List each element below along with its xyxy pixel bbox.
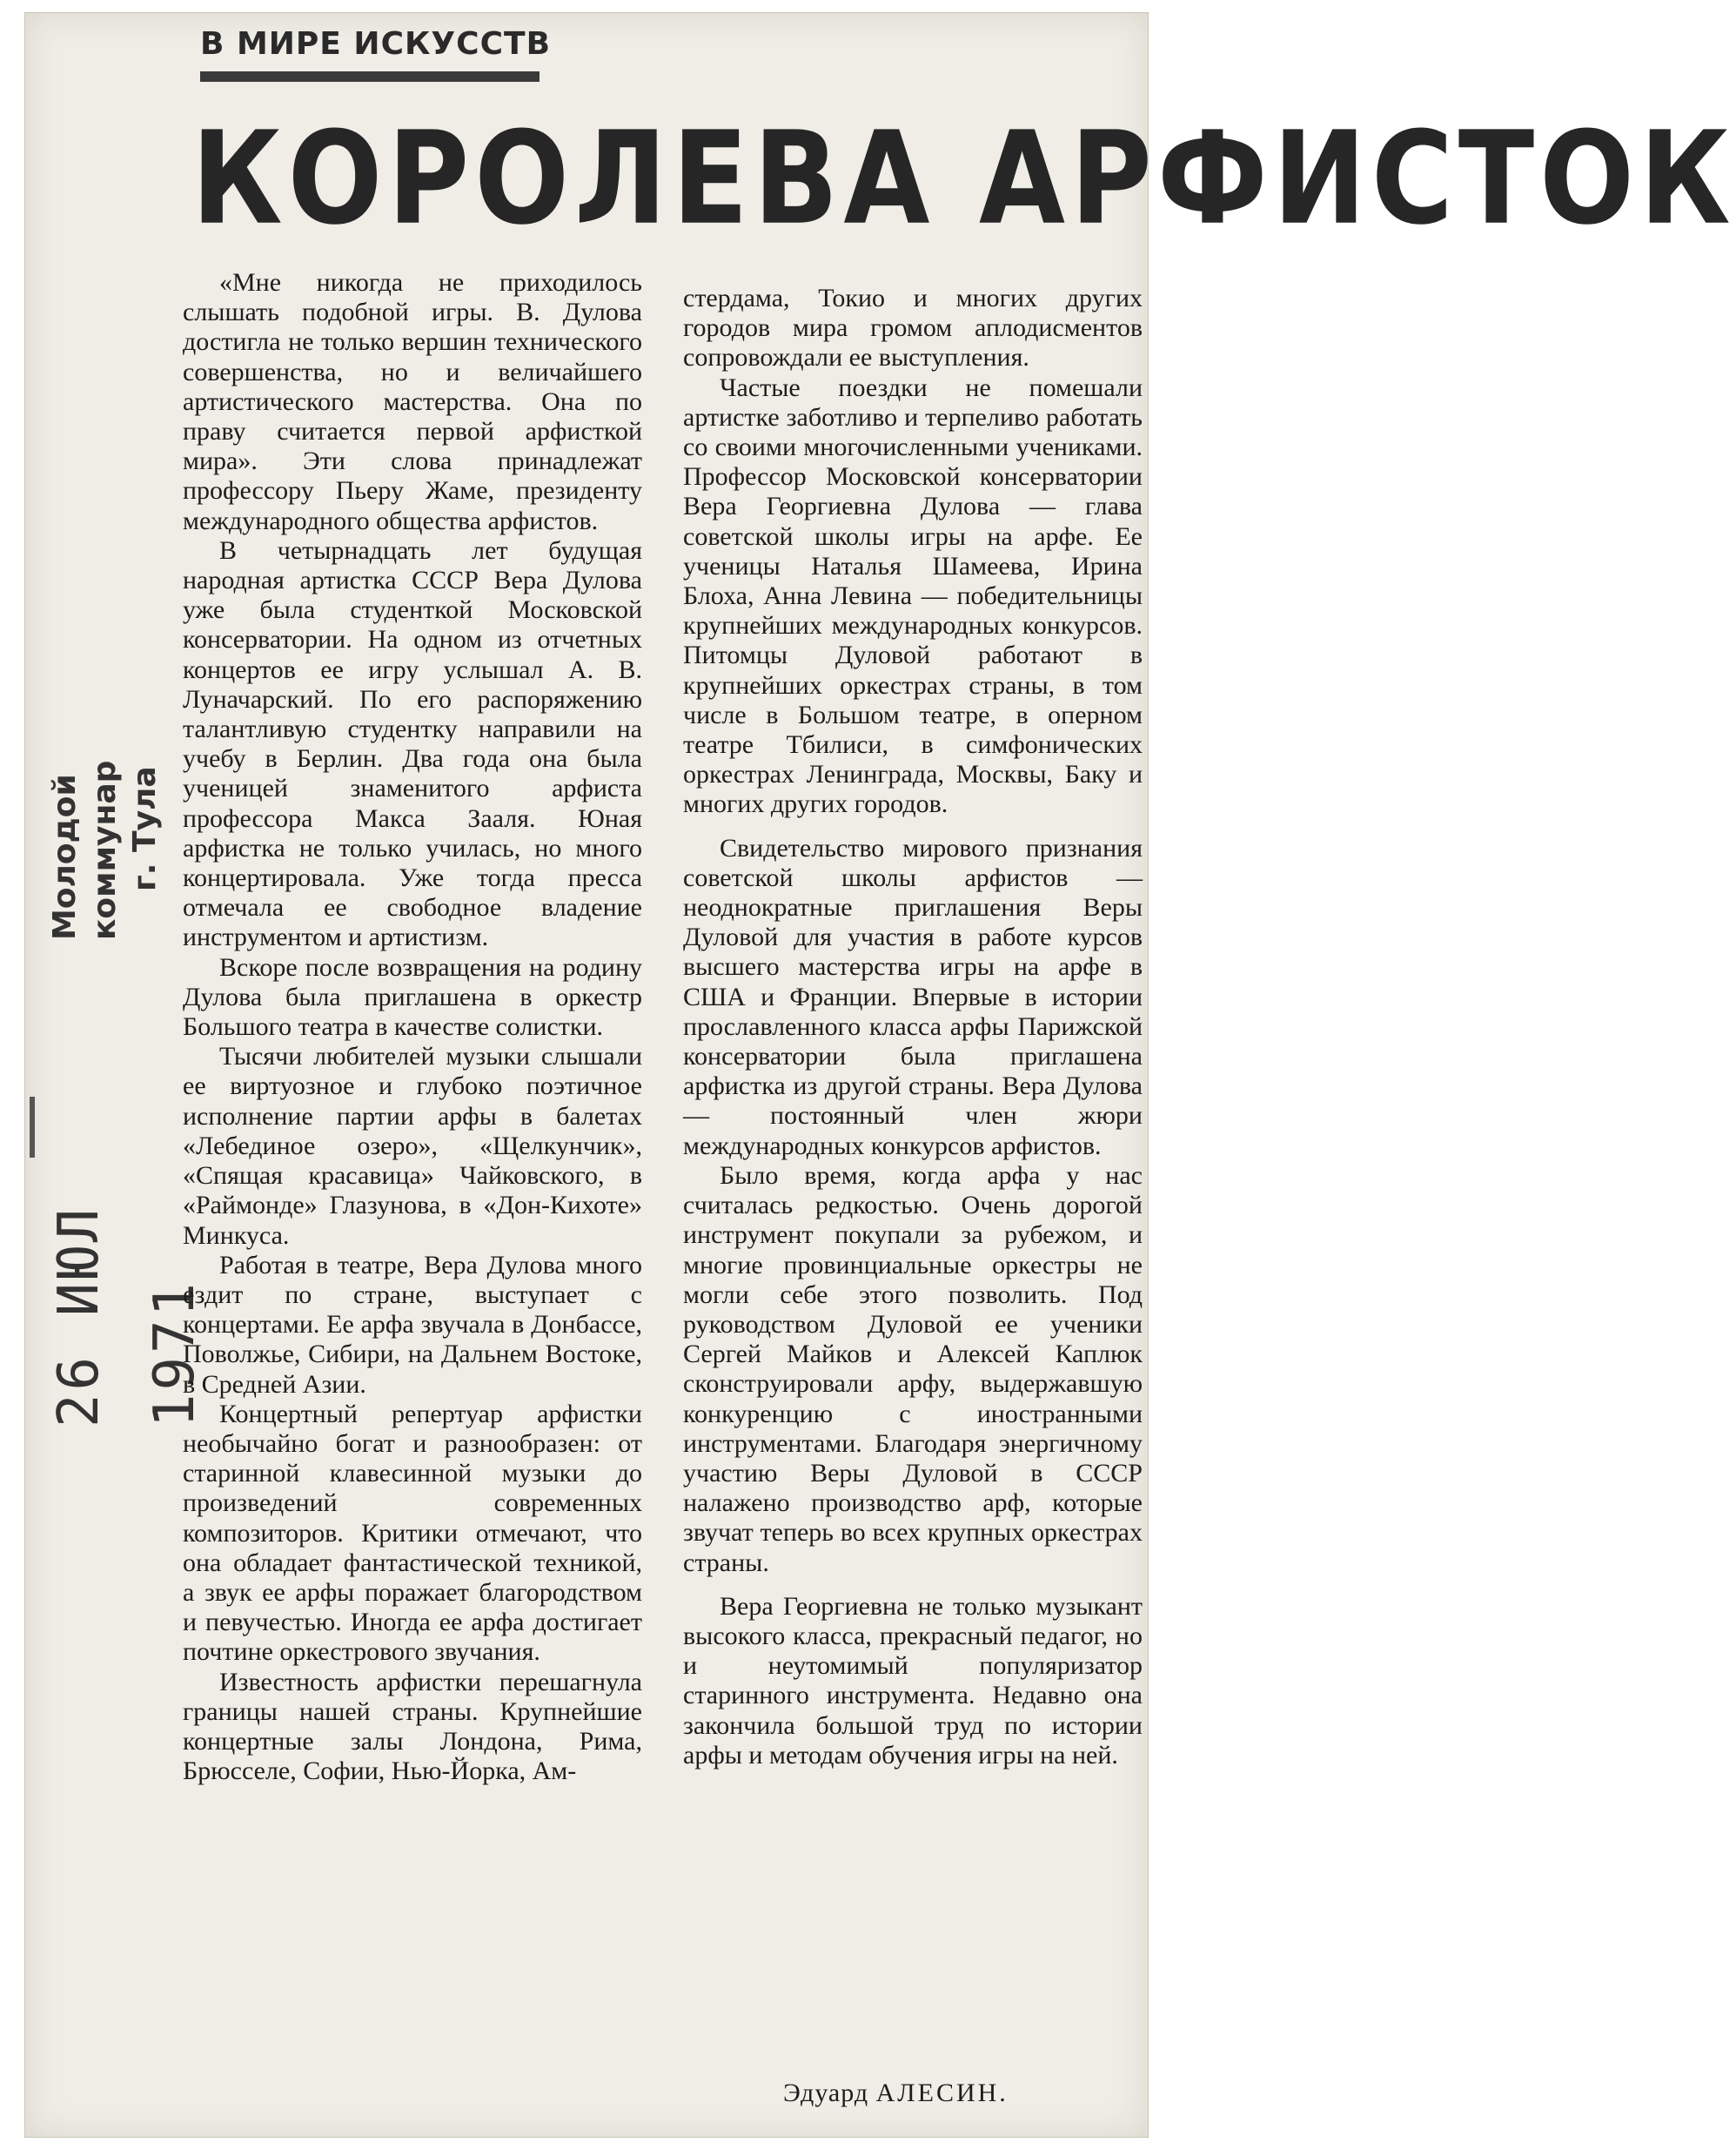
article-headline: КОРОЛЕВА АРФИСТОК — [191, 104, 1736, 254]
author-surname: АЛЕСИН. — [875, 2079, 1009, 2107]
paragraph: стердама, Токио и многих других городов мира громом аплодисментов сопровождали ее выступления. — [683, 284, 1143, 373]
paragraph: Тысячи любителей музыки слышали ее виртуозное и глубоко поэтичное исполнение партии арфы в балетах «Лебединое озеро», «Щелкунчик», «Спящая красавица» Чайковского, в «Раймонде» Глазунова, в «Дон-Кихоте» Минкуса. — [183, 1042, 642, 1250]
paragraph: Работая в театре, Вера Дулова много ездит по стране, выступает с концертами. Ее арфа звучала в Донбассе, Поволжье, Сибири, на Дальнем Востоке, в Средней Азии. — [183, 1250, 642, 1399]
paragraph: Частые поездки не помешали артистке заботливо и терпеливо работать со своими многочисленными учениками. Профессор Московской консерватории Вера Георгиевна Дулова — глава советской школы игры на арфе. Ее ученицы Наталья Шамеева, Ирина Блоха, Анна Левина — победительницы крупнейших международных конкурсов. Питомцы Дуловой работают в крупнейших оркестрах страны, в том числе в Большом театре, в оперном театре Тбилиси, в симфонических оркестрах Ленинграда, Москвы, Баку и многих других городов. — [683, 373, 1143, 819]
paragraph: «Мне никогда не приходилось слышать подобной игры. В. Дулова достигла не только вершин технического совершенства, но и величайшего артистического мастерства. Она по праву считается первой арфисткой мира». Эти слова принадлежат профессору Пьеру Жаме, президенту международного общества арфистов. — [183, 268, 642, 535]
date-stamp: 26 ИЮЛ 1971 — [47, 1205, 207, 1427]
newspaper-city: г. Тула — [127, 766, 163, 891]
paragraph: Вскоре после возвращения на родину Дулова была приглашена в оркестр Большого театра в качестве солистки. — [183, 952, 642, 1042]
section-rubric: В МИРЕ ИСКУССТВ — [200, 26, 552, 62]
paragraph: Известность арфистки перешагнула границы нашей страны. Крупнейшие концертные залы Лондона, Рима, Брюсселе, Софии, Нью-Йорка, Ам- — [183, 1667, 642, 1786]
article-column-2 — [683, 284, 1143, 1770]
article-author — [783, 2079, 1009, 2108]
paragraph: Вера Георгиевна не только музыкант высокого класса, прекрасный педагог, но и неутомимый популяризатор старинного инструмента. Недавно она закончила большой труд по истории арфы и методам обучения игры на ней. — [683, 1591, 1143, 1770]
paragraph: Было время, когда арфа у нас считалась редкостью. Очень дорогой инструмент покупали за рубежом, и многие провинциальные оркестры не могли себе этого позволить. Под руководством Дуловой ее ученики Сергей Майков и Алексей Каплюк сконструировали арфу, выдержавшую конкуренцию с иностранными инструментами. Благодаря энергичному участию Веры Дуловой в СССР налажено производство арф, которые звучат теперь во всех крупных оркестрах страны. — [683, 1160, 1143, 1577]
newspaper-source — [45, 662, 163, 940]
paragraph: Концертный репертуар арфистки необычайно богат и разнообразен: от старинной клавесинной музыки до произведений современных композиторов. Критики отмечают, что она обладает фантастической техникой, а звук ее арфы поражает благородством и певучестью. Иногда ее арфа достигает почтине оркестрового звучания. — [183, 1399, 642, 1667]
paragraph: В четырнадцать лет будущая народная артистка СССР Вера Дулова уже была студенткой Московской консерватории. На одном из отчетных концертов ее игру услышал А. В. Луначарский. По его распоряжению талантливую студентку направили на учебу в Берлин. Два года она была ученицей знаменитого арфиста профессора Макса Зааля. Юная арфистка не только училась, но много концертировала. Уже тогда пресса отмечала ее свободное владение инструментом и артистизм. — [183, 535, 642, 952]
rubric-underline — [200, 71, 540, 82]
author-first-name: Эдуард — [783, 2079, 869, 2107]
paragraph: Свидетельство мирового признания советской школы арфистов — неоднократные приглашения Веры Дуловой для участия в работе курсов высшего мастерства игры на арфе в США и Франции. Впервые в истории прославленного класса арфы Парижской консерватории была приглашена арфистка из другой страны. Вера Дулова — постоянный член жюри международных конкурсов арфистов. — [683, 833, 1143, 1160]
article-column-1 — [183, 268, 642, 1786]
newspaper-name: Молодой коммунар — [47, 760, 123, 940]
